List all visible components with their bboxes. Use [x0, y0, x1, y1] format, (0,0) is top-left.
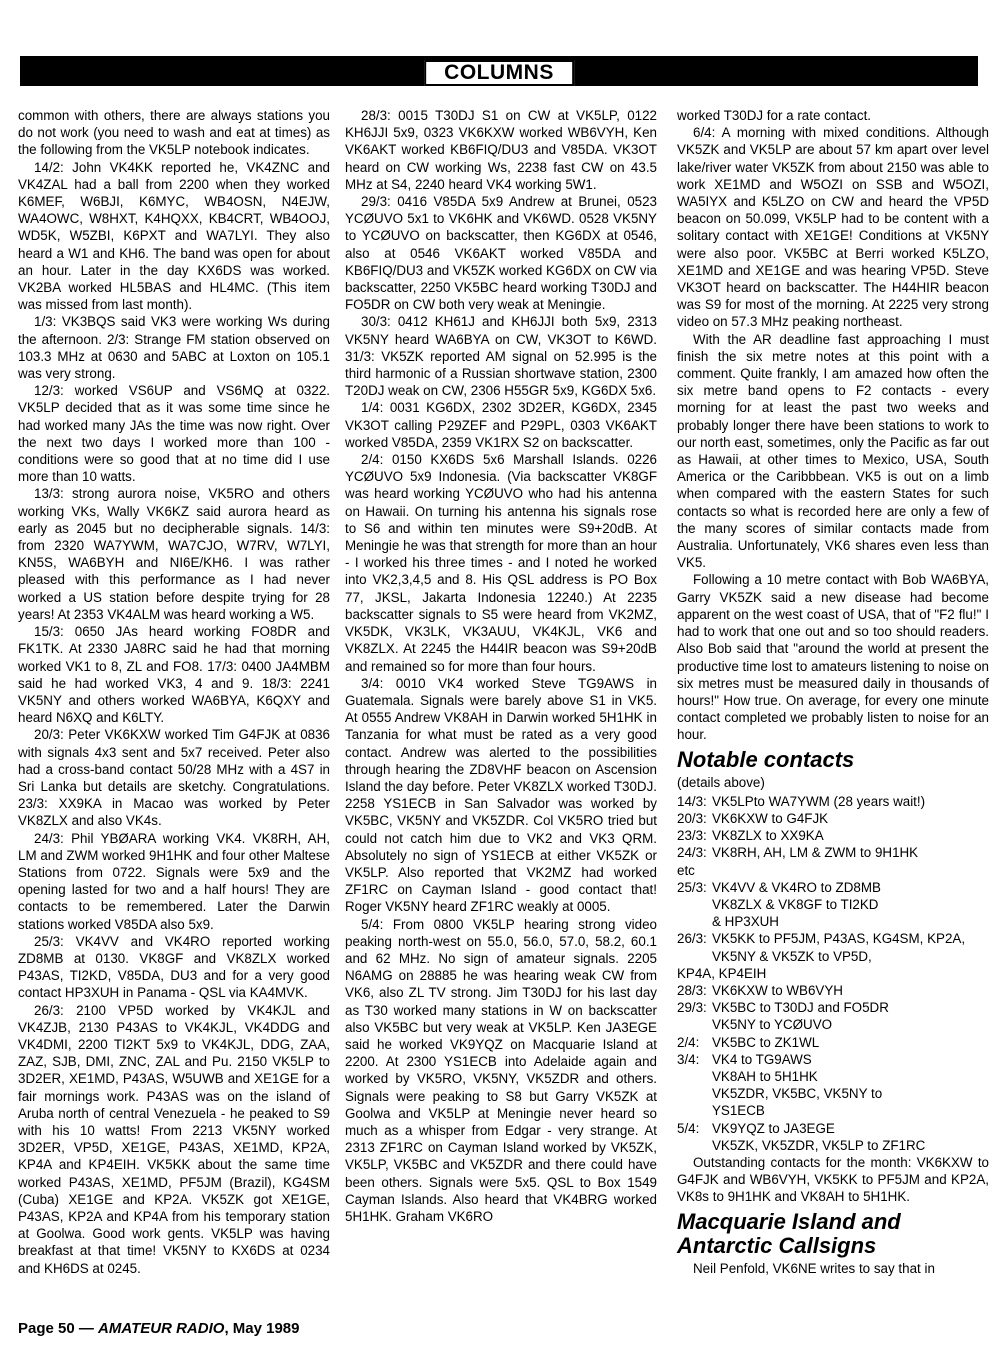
page-number: Page 50 —: [18, 1320, 99, 1337]
magazine-name: AMATEUR RADIO: [98, 1320, 225, 1337]
column-3: [677, 107, 989, 1277]
paragraph: Neil Penfold, VK6NE writes to say that in: [693, 1260, 935, 1276]
contact-text: VK8RH, AH, LM & ZWM to 9H1HK: [712, 845, 919, 861]
contact-row: [677, 1051, 989, 1068]
contact-continuation: VK8AH to 5H1HK: [712, 1068, 818, 1084]
column-2: [345, 107, 657, 1225]
contact-date: 2/4:: [677, 1034, 700, 1050]
contact-text: VK5BC to ZK1WL: [712, 1034, 820, 1050]
paragraph: 24/3: Phil YBØARA working VK4. VK8RH, AH, LM and ZWM worked 9H1HK and four other Maltese Stations from 0722. Signals were 5x9 and the opening lasted for two and a half hours! They are contacts to be remembered. Later the Darwin stations worked V85DA also 5x9.: [18, 830, 330, 932]
paragraph: 30/3: 0412 KH61J and KH6JJI both 5x9, 2313 VK5NY heard WA6BYA on CW, VK3OT to K6WD. 31/3: VK5ZK reported AM signal on 52.995 is the third harmonic of a Russian shortwave station, 2300 T20DJ weak on CW, 2306 H55GR 5x9, KG6DX 5x6.: [345, 314, 657, 399]
contacts-subtitle: (details above): [677, 774, 765, 790]
paragraph: 3/4: 0010 VK4 worked Steve TG9AWS in Guatemala. Signals were barely above S1 in VK5. At 0555 Andrew VK8AH in Darwin worked 5H1HK in Tanzania for what must be rated as a very good contact. Andrew was alerted to the possibilities through hearing the ZD8VHF beacon on Ascension Island the day before. Peter VK8ZLX worked T30DJ. 2258 YS1ECB in San Salvador was worked by VK5BC, VK5NY and VK5ZDR. Col VK5RO tried but could not catch him due to VK2 and VK3 QRM. Absolutely no sign of YS1ECB at either VK5ZK or VK5LP. Also reported that VK2MZ had worked ZF1RC on Cayman Island - good contact that! Roger VK5NY heard ZF1RC weakly at 0005.: [345, 675, 657, 915]
notable-contacts-list: [677, 774, 989, 1206]
columns-header-bar: [20, 56, 978, 86]
page-footer: [18, 1320, 300, 1337]
contact-date: 28/3:: [677, 982, 707, 998]
contact-text: VK4 to TG9AWS: [712, 1051, 812, 1067]
contact-text: VK6KXW to WB6VYH: [712, 982, 843, 998]
paragraph: Following a 10 metre contact with Bob WA6BYA, Garry VK5ZK said a new disease had become apparent on the west coast of USA, that of "F2 flu!" I had to work that one out and so too should readers. Also Bob said that "around the world at present the productive time lost to amateurs listening to noise on six metres must be measured daily in thousands of hours!" How true. On average, for every one minute contact completed we probably listen to noise for an hour.: [677, 572, 989, 743]
contact-continuation: VK5NY to YCØUVO: [712, 1017, 833, 1033]
contact-row: [677, 810, 989, 827]
contact-date: 3/4:: [677, 1051, 700, 1067]
contact-continuation: KP4A, KP4EIH: [677, 965, 767, 981]
contact-row: [677, 844, 989, 861]
contact-row: [677, 1034, 989, 1051]
contact-text: VK8ZLX to XX9KA: [712, 828, 824, 844]
contact-text: VK6KXW to G4FJK: [712, 810, 829, 826]
contact-date: 14/3:: [677, 793, 707, 809]
contact-continuation: VK5ZK, VK5ZDR, VK5LP to ZF1RC: [712, 1137, 926, 1153]
paragraph: 26/3: 2100 VP5D worked by VK4KJL and VK4ZJB, 2130 P43AS to VK4KJL, VK4DDG and VK4DMI, 2200 TI2KT 5x9 to VK4KJL, DDG, ZAA, ZAZ, SJB, DMI, ZNC, ZAL and Pu. 2150 VK5LP to 3D2ER, XE1MD, P43AS, W5UWB and XE1GE for a fair mornings work. P43AS was on the island of Aruba north of central Venezuela - he peaked to S9 with his 10 watts! From 2213 VK5NY worked 3D2ER, VP5D, XE1GE, P43AS, XE1MD, KP2A, KP4A and KP4EIH. VK5KK about the same time worked P43AS, XE1MD, PF5JM (Brazil), KG4SM (Cuba) XE1GE and KP2A. VK5ZK got XE1GE, P43AS, KP2A and KP4A from his temporary station at Goolwa. Good work gents. VK5LP was having breakfast at that time! VK5NY to KX6DS at 0234 and KH6DS at 0245.: [18, 1002, 330, 1276]
contact-date: 24/3:: [677, 845, 707, 861]
contact-row: [677, 982, 989, 999]
contact-text: VK4VV & VK4RO to ZD8MB: [712, 879, 881, 895]
paragraph: worked T30DJ for a rate contact.: [677, 108, 872, 123]
contact-row: [677, 999, 989, 1016]
paragraph: 13/3: strong aurora noise, VK5RO and others working VKs, Wally VK6KZ said aurora heard as early as 2045 but no decipherable signals. 14/3: from 2320 WA7YWM, WA7CJO, W7RV, W7LYI, KN5S, WA6BYH and NI6E/KH6. I was rather pleased with this performance as I had never worked a US station before despite trying for 28 years! At 2353 VK4ALM was heard working a W5.: [18, 486, 330, 622]
contact-date: 23/3:: [677, 828, 707, 844]
outstanding-contacts: Outstanding contacts for the month: VK6KXW to G4FJK and WB6VYH, VK5KK to PF5JM and KP2A, VK8s to 9H1HK and VK8AH to 5H1HK.: [677, 1154, 989, 1205]
contact-date: 26/3:: [677, 931, 707, 947]
contact-date: 20/3:: [677, 810, 707, 826]
contact-row: [677, 1120, 989, 1137]
contact-row: [677, 827, 989, 844]
macquarie-heading: Macquarie Island and Antarctic Callsigns: [677, 1208, 901, 1258]
paragraph: 29/3: 0416 V85DA 5x9 Andrew at Brunei, 0523 YCØUVO 5x1 to VK6HK and VK6WD. 0528 VK5NY to YCØUVO on backscatter, then KG6DX at 0546, also at 0546 VK6AKT worked V85DA and KB6FIQ/DU3 and VK5ZK worked KG6DX on CW via backscatter, 2250 VK5BC heard working T30DJ and FO5DR on CW both very weak at Meningie.: [345, 194, 657, 313]
contact-date: 25/3:: [677, 879, 707, 895]
paragraph: 14/2: John VK4KK reported he, VK4ZNC and VK4ZAL had a ball from 2200 when they worked K6MEF, W6BJI, K6MYC, WB4OSN, N4EJW, WA4OWC, W8HXT, K4HQXX, KB4CRT, WB4OOJ, WD5K, W5ZBI, K6PXT and WA7LYI. They also heard a W1 and KH6. The band was open for about an hour. Later in the day KX6DS was worked. VK2BA worked HL5BAS and HL4MC. (This item was missed from last month).: [18, 159, 330, 313]
paragraph: 12/3: worked VS6UP and VS6MQ at 0322. VK5LP decided that as it was some time since he had worked many JAs the time was now right. Over the next two days I worked more than 100 - conditions were so good that at no time did I use more than 10 watts.: [18, 383, 330, 485]
column-1: [18, 107, 330, 1277]
paragraph: 28/3: 0015 T30DJ S1 on CW at VK5LP, 0122 KH6JJI 5x9, 0323 VK6KXW worked WB6VYH, Ken VK6AKT worked KB6FIQ/DU3 and V85DA. VK3OT heard on CW working Ws, 2238 fast CW on 43.5 MHz at S4, 2240 heard VK4 working 5W1.: [345, 108, 657, 192]
contact-continuation: YS1ECB: [712, 1103, 765, 1119]
paragraph: With the AR deadline fast approaching I must finish the six metre notes at this point with a comment. Quite frankly, I am amazed how often the six metre band opens to F2 contacts - every morning for at least the past two weeks and probably longer there have been stations to work to our north east, sometimes, only the Pacific as far out as Hawaii, at other times to Mexico, USA, South America or the Caribbbean. VK5 is out on a limb when compared with the eastern States for such contacts so what is recorded here are only a few of the many scores of similar contacts made from Australia. Unfortunately, VK6 shares even less than VK5.: [677, 331, 989, 571]
contact-text: VK5BC to T30DJ and FO5DR: [712, 1000, 889, 1016]
paragraph: 5/4: From 0800 VK5LP hearing strong video peaking north-west on 55.0, 56.0, 57.0, 58.2, 60.1 and 62 MHz. No sign of amateur signals. 2205 N6AMG on 28885 he was hearing weak CW from VK6, also ZL TV strong. Jim T30DJ for his last day as T30 worked many stations in W on backscatter also VK5BC but very weak at VK5LP. Ken JA3EGE said he worked VK9YQZ on Macquarie Island at 2200. At 2300 YS1ECB into Adelaide again and worked by VK5RO, VK5NY, VK5ZDR and others. Signals were peaking to S8 but Garry VK5ZK at Goolwa and VK5LP at Meningie never heard so much as a whisper from Edgar - very strange. At 2313 ZF1RC on Cayman Island worked by VK5ZK, VK5LP, VK5BC and VK5ZDR and there could have been others. Signals were 5x5. QSL to Box 1549 Cayman Islands. Also heard that VK4BRG worked 5H1HK. Graham VK6RO: [345, 916, 657, 1224]
contact-text: VK9YQZ to JA3EGE: [712, 1120, 835, 1136]
contact-date: 29/3:: [677, 1000, 707, 1016]
notable-contacts-heading: Notable contacts: [677, 746, 855, 772]
contact-row: [677, 879, 989, 896]
paragraph: 1/4: 0031 KG6DX, 2302 3D2ER, KG6DX, 2345 VK3OT calling P29ZEF and P29PL, 0303 VK6AKT worked V85DA, 2359 VK1RX S2 on backscatter.: [345, 400, 657, 450]
contact-continuation: VK8ZLX & VK8GF to TI2KD: [712, 896, 879, 912]
issue-date: , May 1989: [224, 1320, 300, 1337]
contact-text: VK5LPto WA7YWM (28 years wait!): [712, 793, 926, 809]
paragraph: 6/4: A morning with mixed conditions. Although VK5ZK and VK5LP are about 57 km apart over level lake/river water VK5ZK from about 2150 was able to work XE1MD and W5OZI on SSB and W5OZI, WA5IYX and K5LZO on CW and heard the VP5D beacon on 50.099, VK5LP had to be content with a solitary contact with XE1GE! Conditions at VK5NY were also poor. VK5BC at Berri worked K5LZO, XE1MD and XE1GE and was hearing VP5D. Steve VK3OT heard on backscatter. The H44HIR beacon was S9 for most of the morning. At 2225 very strong video on 57.3 MHz peaking northeast.: [677, 125, 989, 330]
section-title: COLUMNS: [424, 60, 574, 86]
paragraph: 25/3: VK4VV and VK4RO reported working ZD8MB at 0130. VK8GF and VK8ZLX worked P43AS, TI2KD, V85DA, DU3 and for a very good contact HP3XUH in Panama - QSL via KA4MVK.: [18, 933, 330, 1001]
contact-date: 5/4:: [677, 1120, 700, 1136]
contact-continuation: VK5ZDR, VK5BC, VK5NY to: [712, 1086, 883, 1102]
contact-continuation: & HP3XUH: [712, 914, 779, 930]
contact-row: [677, 930, 989, 964]
paragraph: 15/3: 0650 JAs heard working FO8DR and FK1TK. At 2330 JA8RC said he had that morning worked VK1 to 8, ZL and FO8. 17/3: 0400 JA4MBM said he had worked VK3, 4 and 9. 18/3: 2241 VK5NY and others worked WA6BYA, K6QXY and heard N6XQ and K6LTY.: [18, 624, 330, 726]
paragraph: common with others, there are always stations you do not work (you need to wash and eat at times) as the following from the VK5LP notebook indicates.: [18, 108, 330, 158]
paragraph: 1/3: VK3BQS said VK3 were working Ws during the afternoon. 2/3: Strange FM station observed on 103.3 MHz at 0630 and 5ABC at Loxton on 105.1 was very strong.: [18, 314, 330, 382]
contact-text: VK5KK to PF5JM, P43AS, KG4SM, KP2A, VK5NY & VK5ZK to VP5D,: [712, 931, 966, 964]
contact-etc: etc: [677, 862, 695, 878]
paragraph: 20/3: Peter VK6KXW worked Tim G4FJK at 0836 with signals 4x3 sent and 5x7 received. Peter also had a cross-band contact 50/28 MHz with a 4S7 in Sri Lanka but details are sketchy. Congratulations. 23/3: XX9KA in Macao was worked by Peter VK8ZLX and also VK4s.: [18, 727, 330, 829]
paragraph: 2/4: 0150 KX6DS 5x6 Marshall Islands. 0226 YCØUVO 5x9 Indonesia. (Via backscatter VK8GF was heard working YCØUVO who had his antenna on Hawaii. On turning his antenna his signals rose to S6 and within ten minutes were S9+20dB. At Meningie he was that strength for more than an hour - I worked his three times - and I noted he worked into VK2,3,4,5 and 8. His QSL address is PO Box 77, JKSL, Jakarta Indonesia 12240.) At 2235 backscatter signals to S5 were heard from VK2MZ, VK5DK, VK3LK, VK3AUU, VK4KJL, VK6 and VK8ZLX. At 2245 the H44IR beacon was S9+20dB and remained so for more than four hours.: [345, 452, 657, 674]
contact-row: [677, 793, 989, 810]
